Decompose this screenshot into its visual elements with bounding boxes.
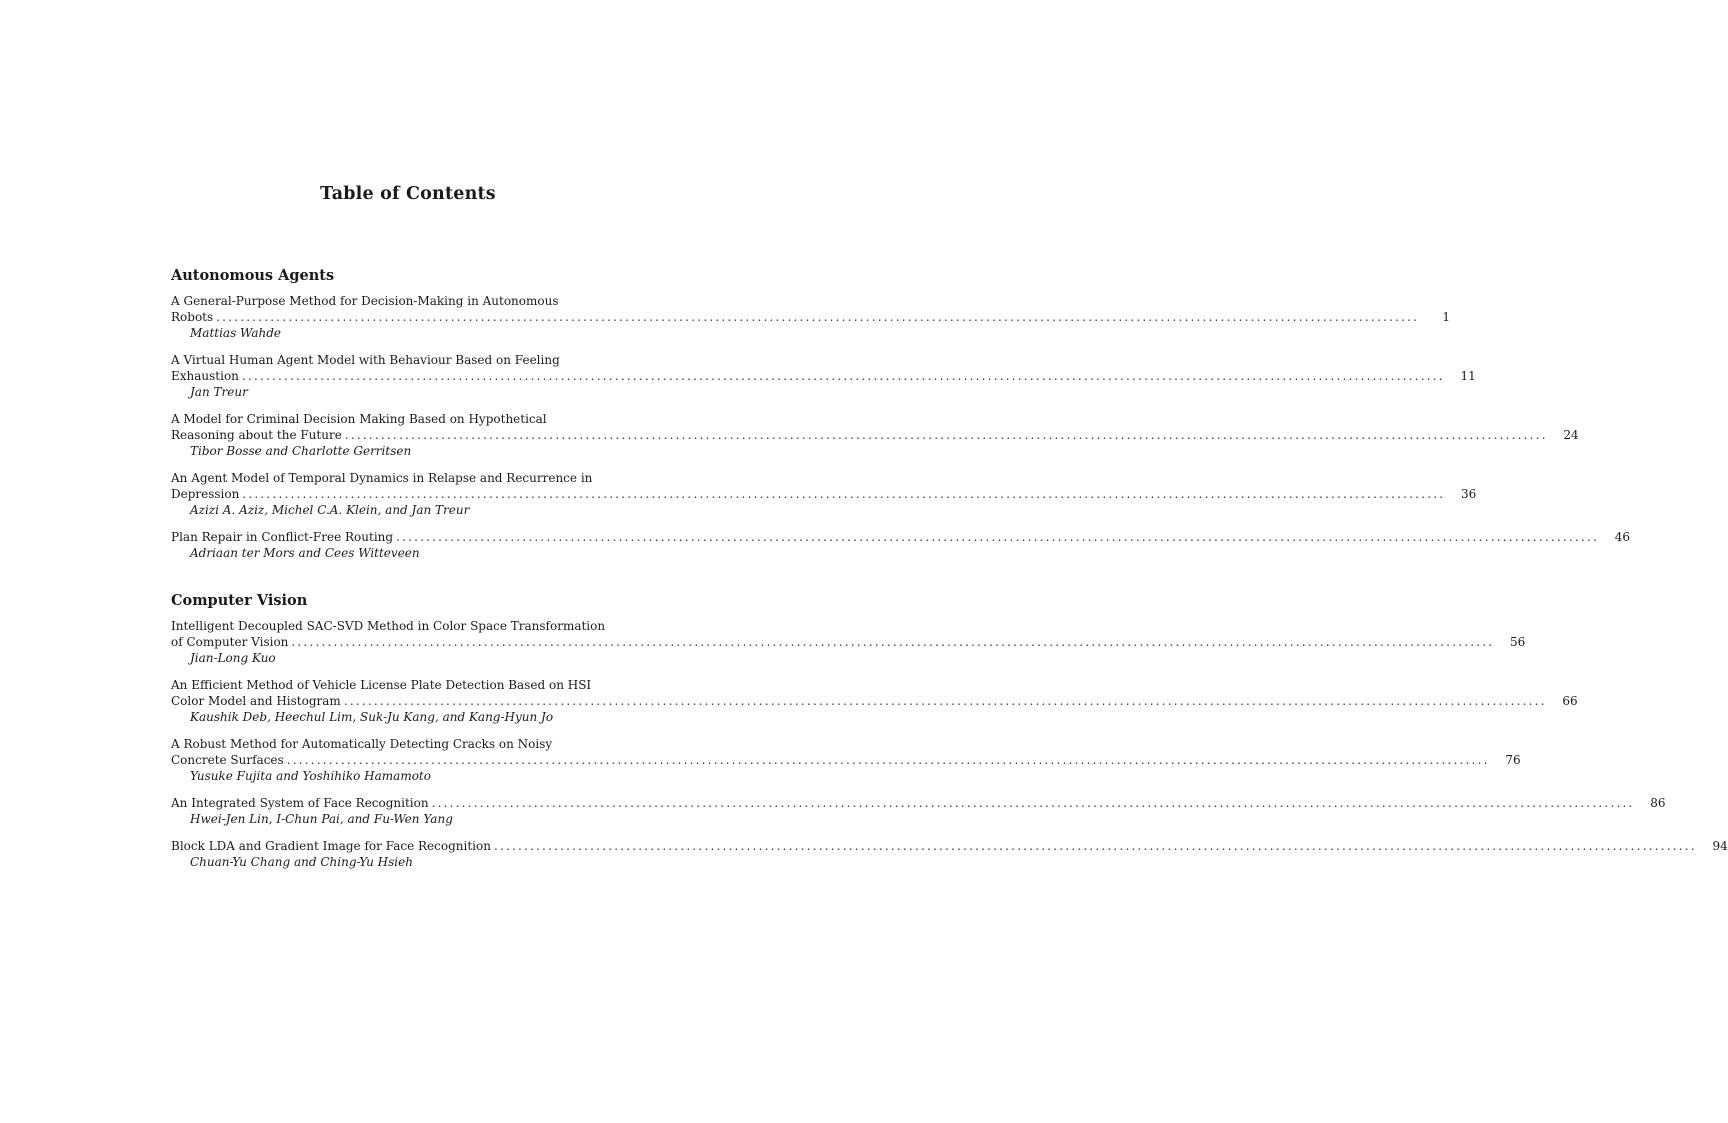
page-number: 1	[1442, 310, 1451, 324]
page-number: 36	[1460, 487, 1477, 501]
page-number: 86	[1650, 796, 1666, 810]
section-autonomous-agents	[171, 265, 1630, 572]
entry-title-last-line	[171, 427, 1579, 443]
toc-entry[interactable]	[171, 352, 1476, 400]
entry-authors: Jan Treur	[190, 385, 248, 399]
page-number: 11	[1460, 369, 1476, 383]
entry-title-line2: of Computer Vision	[171, 635, 289, 649]
entry-title-line2: Exhaustion	[171, 369, 239, 383]
entry-title-line1: A Virtual Human Agent Model with Behaviour Based on Feeling	[171, 353, 560, 367]
page-number: 56	[1510, 635, 1526, 649]
entry-title-line2: An Integrated System of Face Recognition	[171, 796, 429, 810]
entry-title-line2: Robots	[171, 310, 214, 324]
page-number: 94	[1712, 839, 1728, 853]
entry-title-line1: An Agent Model of Temporal Dynamics in Relapse and Recurrence in	[171, 471, 593, 485]
entry-authors: Yusuke Fujita and Yoshihiko Hamamoto	[190, 769, 431, 783]
entry-authors: Adriaan ter Mors and Cees Witteveen	[190, 546, 420, 560]
entry-title-last-line	[171, 838, 1728, 854]
toc-entry[interactable]	[171, 529, 1630, 561]
dot-leader: ........................................................................................................................................................................................................	[431, 796, 1635, 810]
entry-title-last-line	[171, 752, 1521, 768]
entry-title-line1: A Model for Criminal Decision Making Based on Hypothetical	[171, 412, 547, 426]
entry-title-last-line	[171, 486, 1477, 502]
entry-title-line2: Reasoning about the Future	[171, 428, 342, 442]
dot-leader: ........................................................................................................................................................................................................	[344, 428, 1548, 442]
page-number: 66	[1562, 694, 1578, 708]
dot-leader: ........................................................................................................................................................................................................	[396, 530, 1599, 544]
toc-entry[interactable]	[171, 795, 1666, 827]
dot-leader: ........................................................................................................................................................................................................	[216, 310, 1420, 324]
entry-title-line2: Concrete Surfaces	[171, 753, 284, 767]
page-number: 46	[1614, 530, 1630, 544]
entry-title-line2: Depression	[171, 487, 240, 501]
toc-entry[interactable]	[171, 677, 1578, 725]
toc-entry[interactable]	[171, 618, 1526, 666]
entry-authors: Chuan-Yu Chang and Ching-Yu Hsieh	[190, 855, 413, 869]
entry-title-last-line	[171, 795, 1666, 811]
toc-entry[interactable]	[171, 838, 1728, 870]
entry-title-line1: An Efficient Method of Vehicle License Plate Detection Based on HSI	[171, 678, 592, 692]
page-number: 24	[1563, 428, 1579, 442]
entry-title-last-line	[171, 634, 1526, 650]
dot-leader: ........................................................................................................................................................................................................	[493, 839, 1697, 853]
dot-leader: ........................................................................................................................................................................................................	[291, 635, 1495, 649]
dot-leader: ........................................................................................................................................................................................................	[242, 487, 1446, 501]
toc-entry[interactable]	[171, 293, 1451, 341]
section-title: Computer Vision	[171, 592, 308, 609]
entry-authors: Kaushik Deb, Heechul Lim, Suk-Ju Kang, and Kang-Hyun Jo	[190, 710, 554, 724]
entry-title-line1: A General-Purpose Method for Decision-Making in Autonomous	[171, 294, 559, 308]
entry-authors: Azizi A. Aziz, Michel C.A. Klein, and Jan Treur	[190, 503, 470, 517]
section-title: Autonomous Agents	[171, 267, 335, 284]
dot-leader: ........................................................................................................................................................................................................	[286, 753, 1490, 767]
entry-title-line1: A Robust Method for Automatically Detecting Cracks on Noisy	[171, 737, 553, 751]
entry-title-last-line	[171, 368, 1476, 384]
entry-title-last-line	[171, 529, 1630, 545]
entry-authors: Mattias Wahde	[190, 326, 282, 340]
section-computer-vision	[171, 590, 1728, 881]
entry-title-line2: Color Model and Histogram	[171, 694, 341, 708]
dot-leader: ........................................................................................................................................................................................................	[343, 694, 1547, 708]
entry-authors: Tibor Bosse and Charlotte Gerritsen	[190, 444, 412, 458]
toc-entry[interactable]	[171, 411, 1579, 459]
page-number: 76	[1505, 753, 1521, 767]
entry-title-line2: Block LDA and Gradient Image for Face Recognition	[171, 839, 491, 853]
entry-title-line2: Plan Repair in Conflict-Free Routing	[171, 530, 394, 544]
dot-leader: ........................................................................................................................................................................................................	[241, 369, 1445, 383]
entry-authors: Hwei-Jen Lin, I-Chun Pai, and Fu-Wen Yang	[190, 812, 453, 826]
entry-authors: Jian-Long Kuo	[190, 651, 276, 665]
entry-title-last-line	[171, 309, 1451, 325]
page-title: Table of Contents	[320, 184, 496, 204]
entry-title-last-line	[171, 693, 1578, 709]
toc-entry[interactable]	[171, 736, 1521, 784]
entry-title-line1: Intelligent Decoupled SAC-SVD Method in Color Space Transformation	[171, 619, 606, 633]
toc-entry[interactable]	[171, 470, 1477, 518]
